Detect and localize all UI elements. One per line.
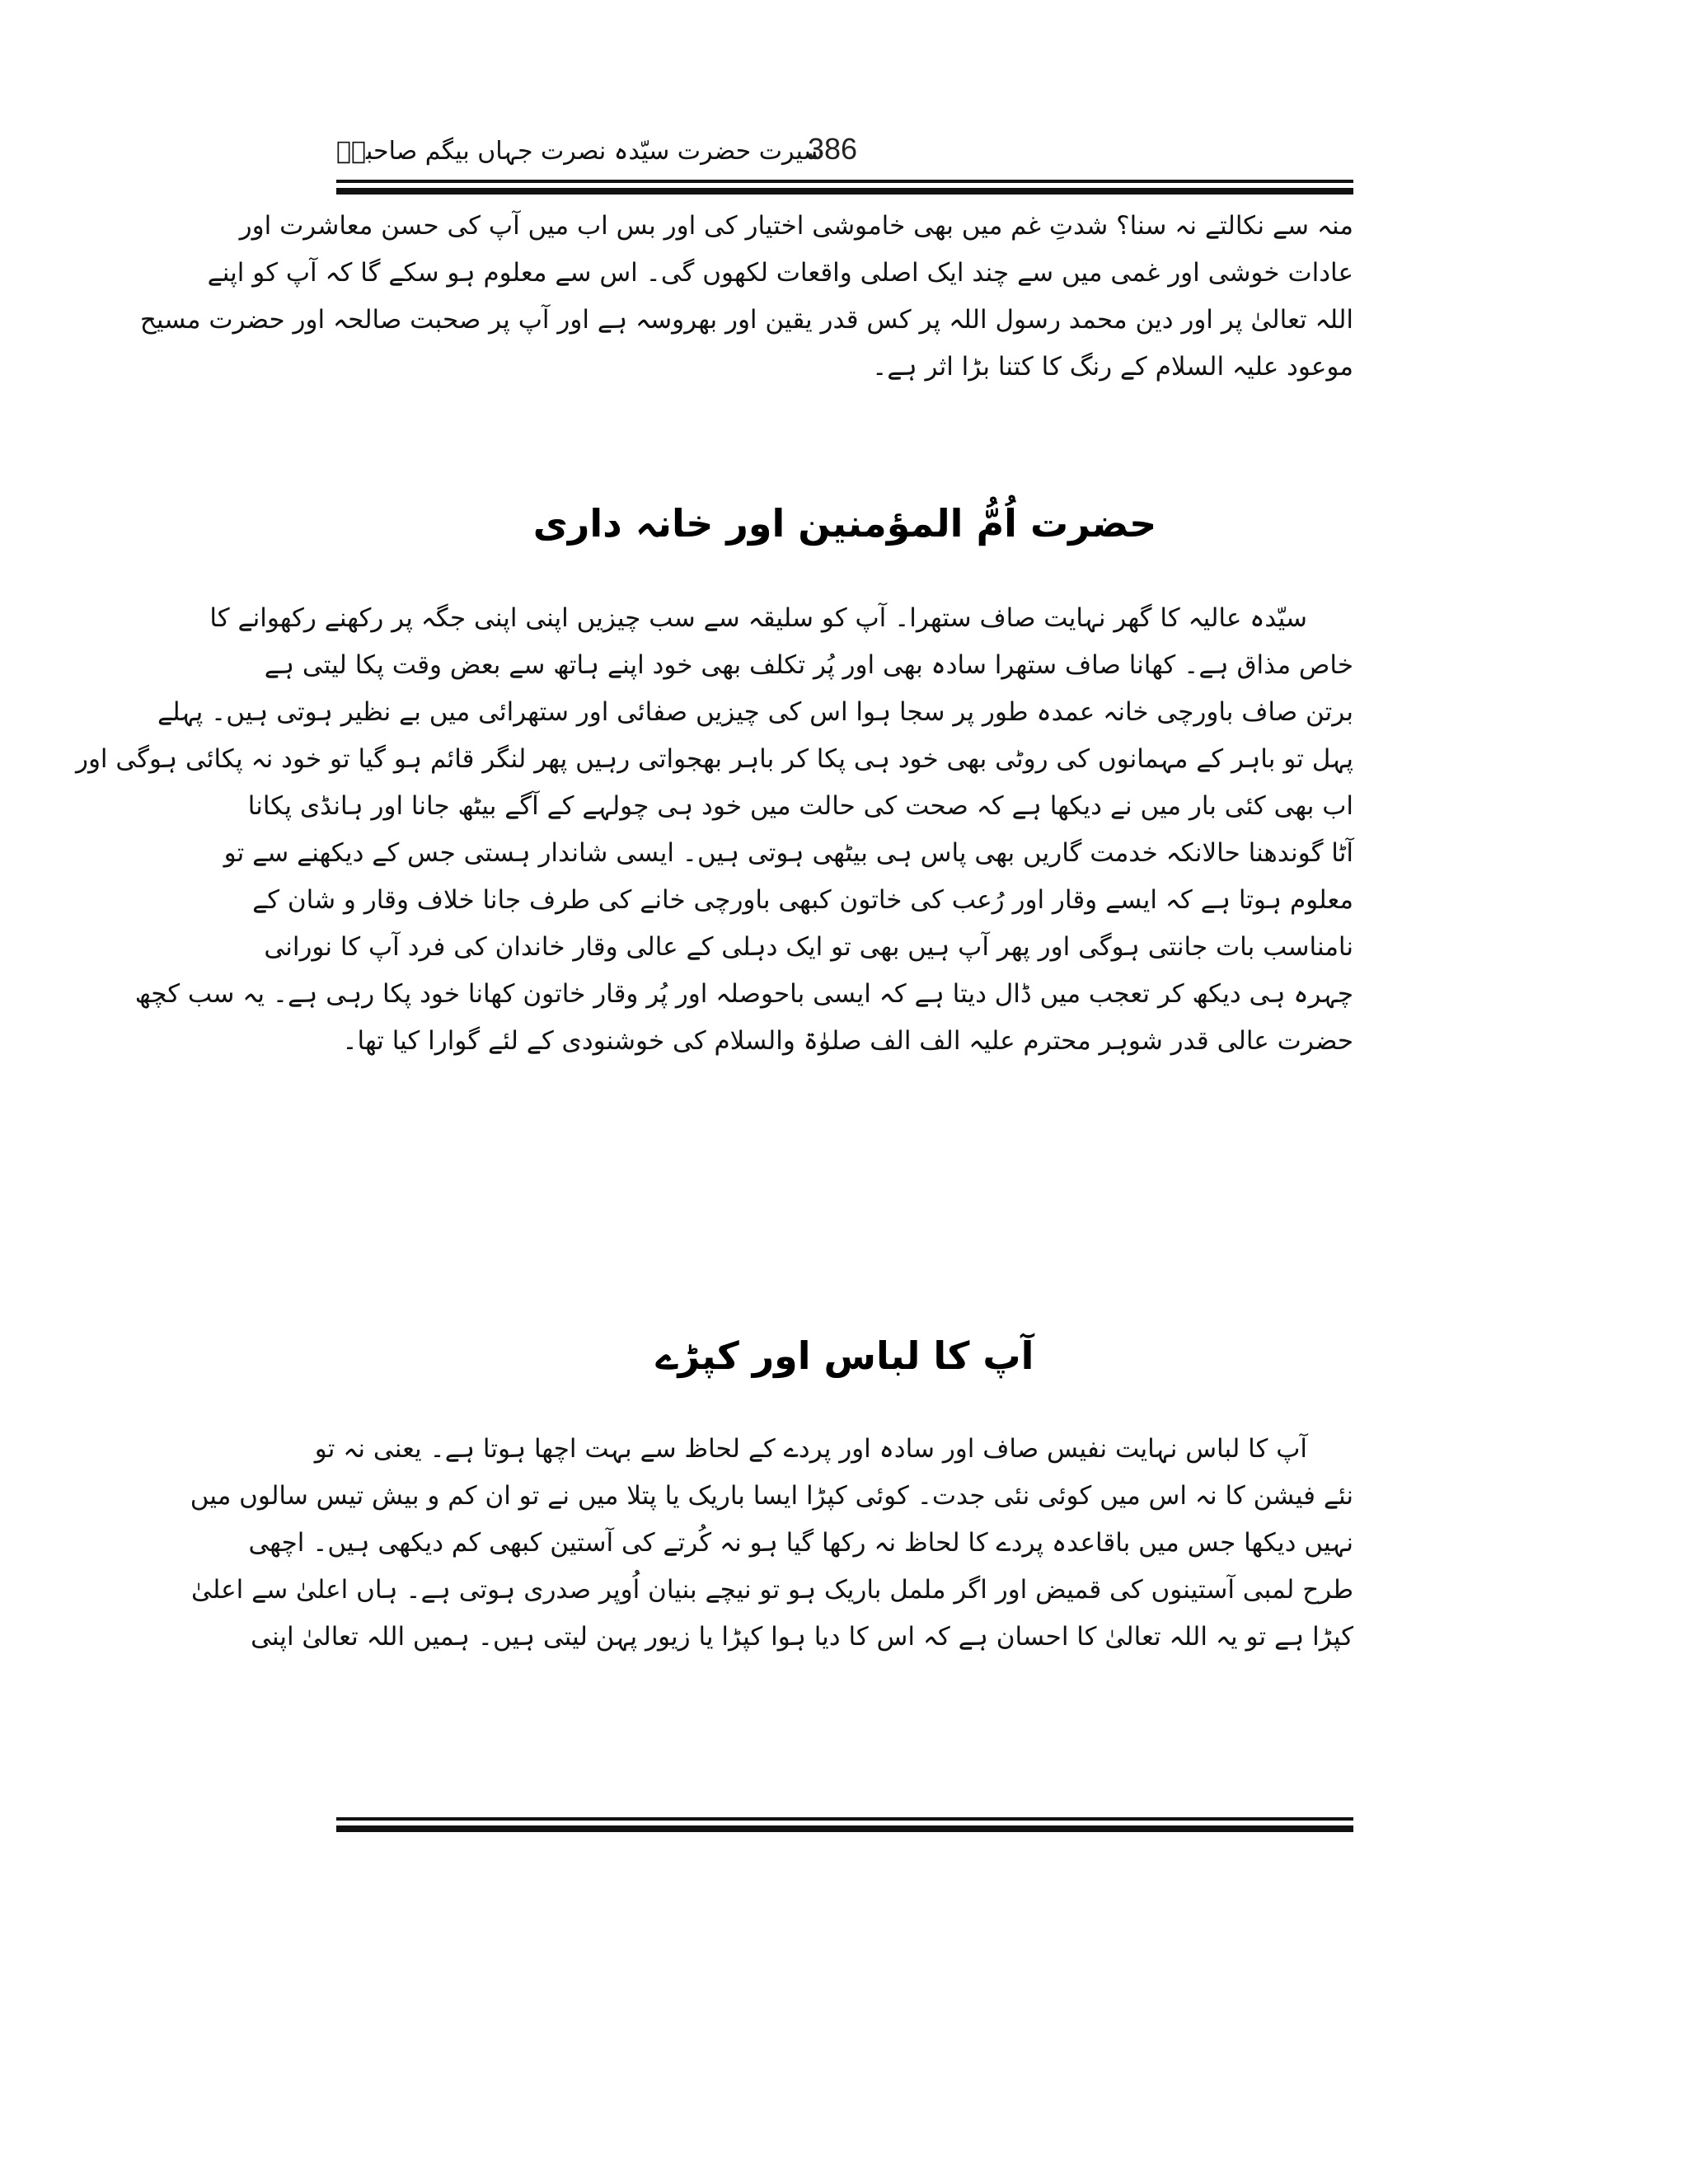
section-heading-clothing: آپ کا لباس اور کپڑے (655, 1333, 1034, 1378)
text-line: نہیں دیکھا جس میں باقاعدہ پردے کا لحاظ نہ رکھا گیا ہو نہ کُرتے کی آستین کبھی کم دیکھی ہیں۔ اچھی (248, 1528, 1353, 1558)
running-book-title: سیرت حضرت سیّدہ نصرت جہاں بیگم صاحبہؓ (336, 137, 824, 166)
running-header (336, 132, 1353, 178)
text-line: آپ کا لباس نہایت نفیس صاف اور سادہ اور پردے کے لحاظ سے بہت اچھا ہوتا ہے۔ یعنی نہ تو (314, 1434, 1307, 1464)
text-line: آٹا گوندھنا حالانکہ خدمت گاریں بھی پاس ہی بیٹھی ہوتی ہیں۔ ایسی شاندار ہستی جس کے دیکھنے سے تو (223, 838, 1353, 868)
header-rule-thin (336, 180, 1353, 183)
page-number: 386 (808, 132, 858, 166)
text-line: موعود علیہ السلام کے رنگ کا کتنا بڑا اثر ہے۔ (872, 352, 1353, 382)
footer-rule-thick (336, 1825, 1353, 1832)
text-line: سیّدہ عالیہ کا گھر نہایت صاف ستھرا۔ آپ کو سلیقہ سے سب چیزیں اپنی اپنی جگہ پر رکھنے رکھوانے کا (209, 603, 1307, 633)
opening-paragraph (139, 203, 1353, 391)
text-line: طرح لمبی آستینوں کی قمیض اور اگر ململ باریک ہو تو نیچے بنیان اُوپر صدری ہوتی ہے۔ ہاں اعلیٰ سے اعلیٰ (191, 1575, 1353, 1605)
text-line: نئے فیشن کا نہ اس میں کوئی نئی جدت۔ کوئی کپڑا ایسا باریک یا پتلا میں نے تو ان کم و بیش تیس سالوں میں (190, 1481, 1353, 1511)
text-line: عادات خوشی اور غمی میں سے چند ایک اصلی واقعات لکھوں گی۔ اس سے معلوم ہو سکے گا کہ آپ کو اپنے (207, 258, 1353, 288)
text-line: برتن صاف باورچی خانہ عمدہ طور پر سجا ہوا اس کی چیزیں صفائی اور ستھرائی میں بے نظیر ہوتی ہیں۔ پہلے (157, 697, 1353, 727)
text-line: حضرت عالی قدر شوہر محترم علیہ الف الف صلوٰۃ والسلام کی خوشنودی کے لئے گوارا کیا تھا۔ (342, 1026, 1353, 1056)
text-line: اب بھی کئی بار میں نے دیکھا ہے کہ صحت کی حالت میں خود ہی چولہے کے آگے بیٹھ جانا اور ہانڈی پکانا (247, 791, 1353, 821)
section-heading-housekeeping: حضرت اُمُّ المؤمنین اور خانہ داری (532, 501, 1157, 546)
housekeeping-paragraph (75, 595, 1353, 1065)
footer-rule-thin (336, 1817, 1353, 1821)
header-rule-thick (336, 188, 1353, 194)
text-line: پہل تو باہر کے مہمانوں کی روٹی بھی خود ہی پکا کر باہر بھجواتی رہیں پھر لنگر قائم ہو گیا تو خود نہ پکائی ہوگی اور (75, 744, 1353, 774)
text-line: منہ سے نکالتے نہ سنا؟ شدتِ غم میں بھی خاموشی اختیار کی اور بس اب میں آپ کی حسن معاشرت اور (239, 211, 1353, 241)
text-line: کپڑا ہے تو یہ اللہ تعالیٰ کا احسان ہے کہ اس کا دیا ہوا کپڑا یا زیور پہن لیتی ہیں۔ ہمیں اللہ تعالیٰ اپنی (251, 1622, 1353, 1652)
clothing-paragraph (190, 1426, 1353, 1661)
text-line: معلوم ہوتا ہے کہ ایسے وقار اور رُعب کی خاتون کبھی باورچی خانے کی طرف جانا خلاف وقار و شان کے (252, 885, 1353, 915)
text-line: خاص مذاق ہے۔ کھانا صاف ستھرا سادہ بھی اور پُر تکلف بھی خود اپنے ہاتھ سے بعض وقت پکا لیتی ہے (264, 650, 1353, 680)
text-line: اللہ تعالیٰ پر اور دین محمد رسول اللہ پر کس قدر یقین اور بھروسہ ہے اور آپ پر صحبت صالحہ اور حضرت مسیح (139, 305, 1353, 335)
text-line: نامناسب بات جانتی ہوگی اور پھر آپ ہیں بھی تو ایک دہلی کے عالی وقار خاندان کی فرد آپ کا نورانی (264, 932, 1353, 962)
text-line: چہرہ ہی دیکھ کر تعجب میں ڈال دیتا ہے کہ ایسی باحوصلہ اور پُر وقار خاتون کھانا خود پکا رہی ہے۔ یہ سب کچھ (134, 979, 1353, 1009)
